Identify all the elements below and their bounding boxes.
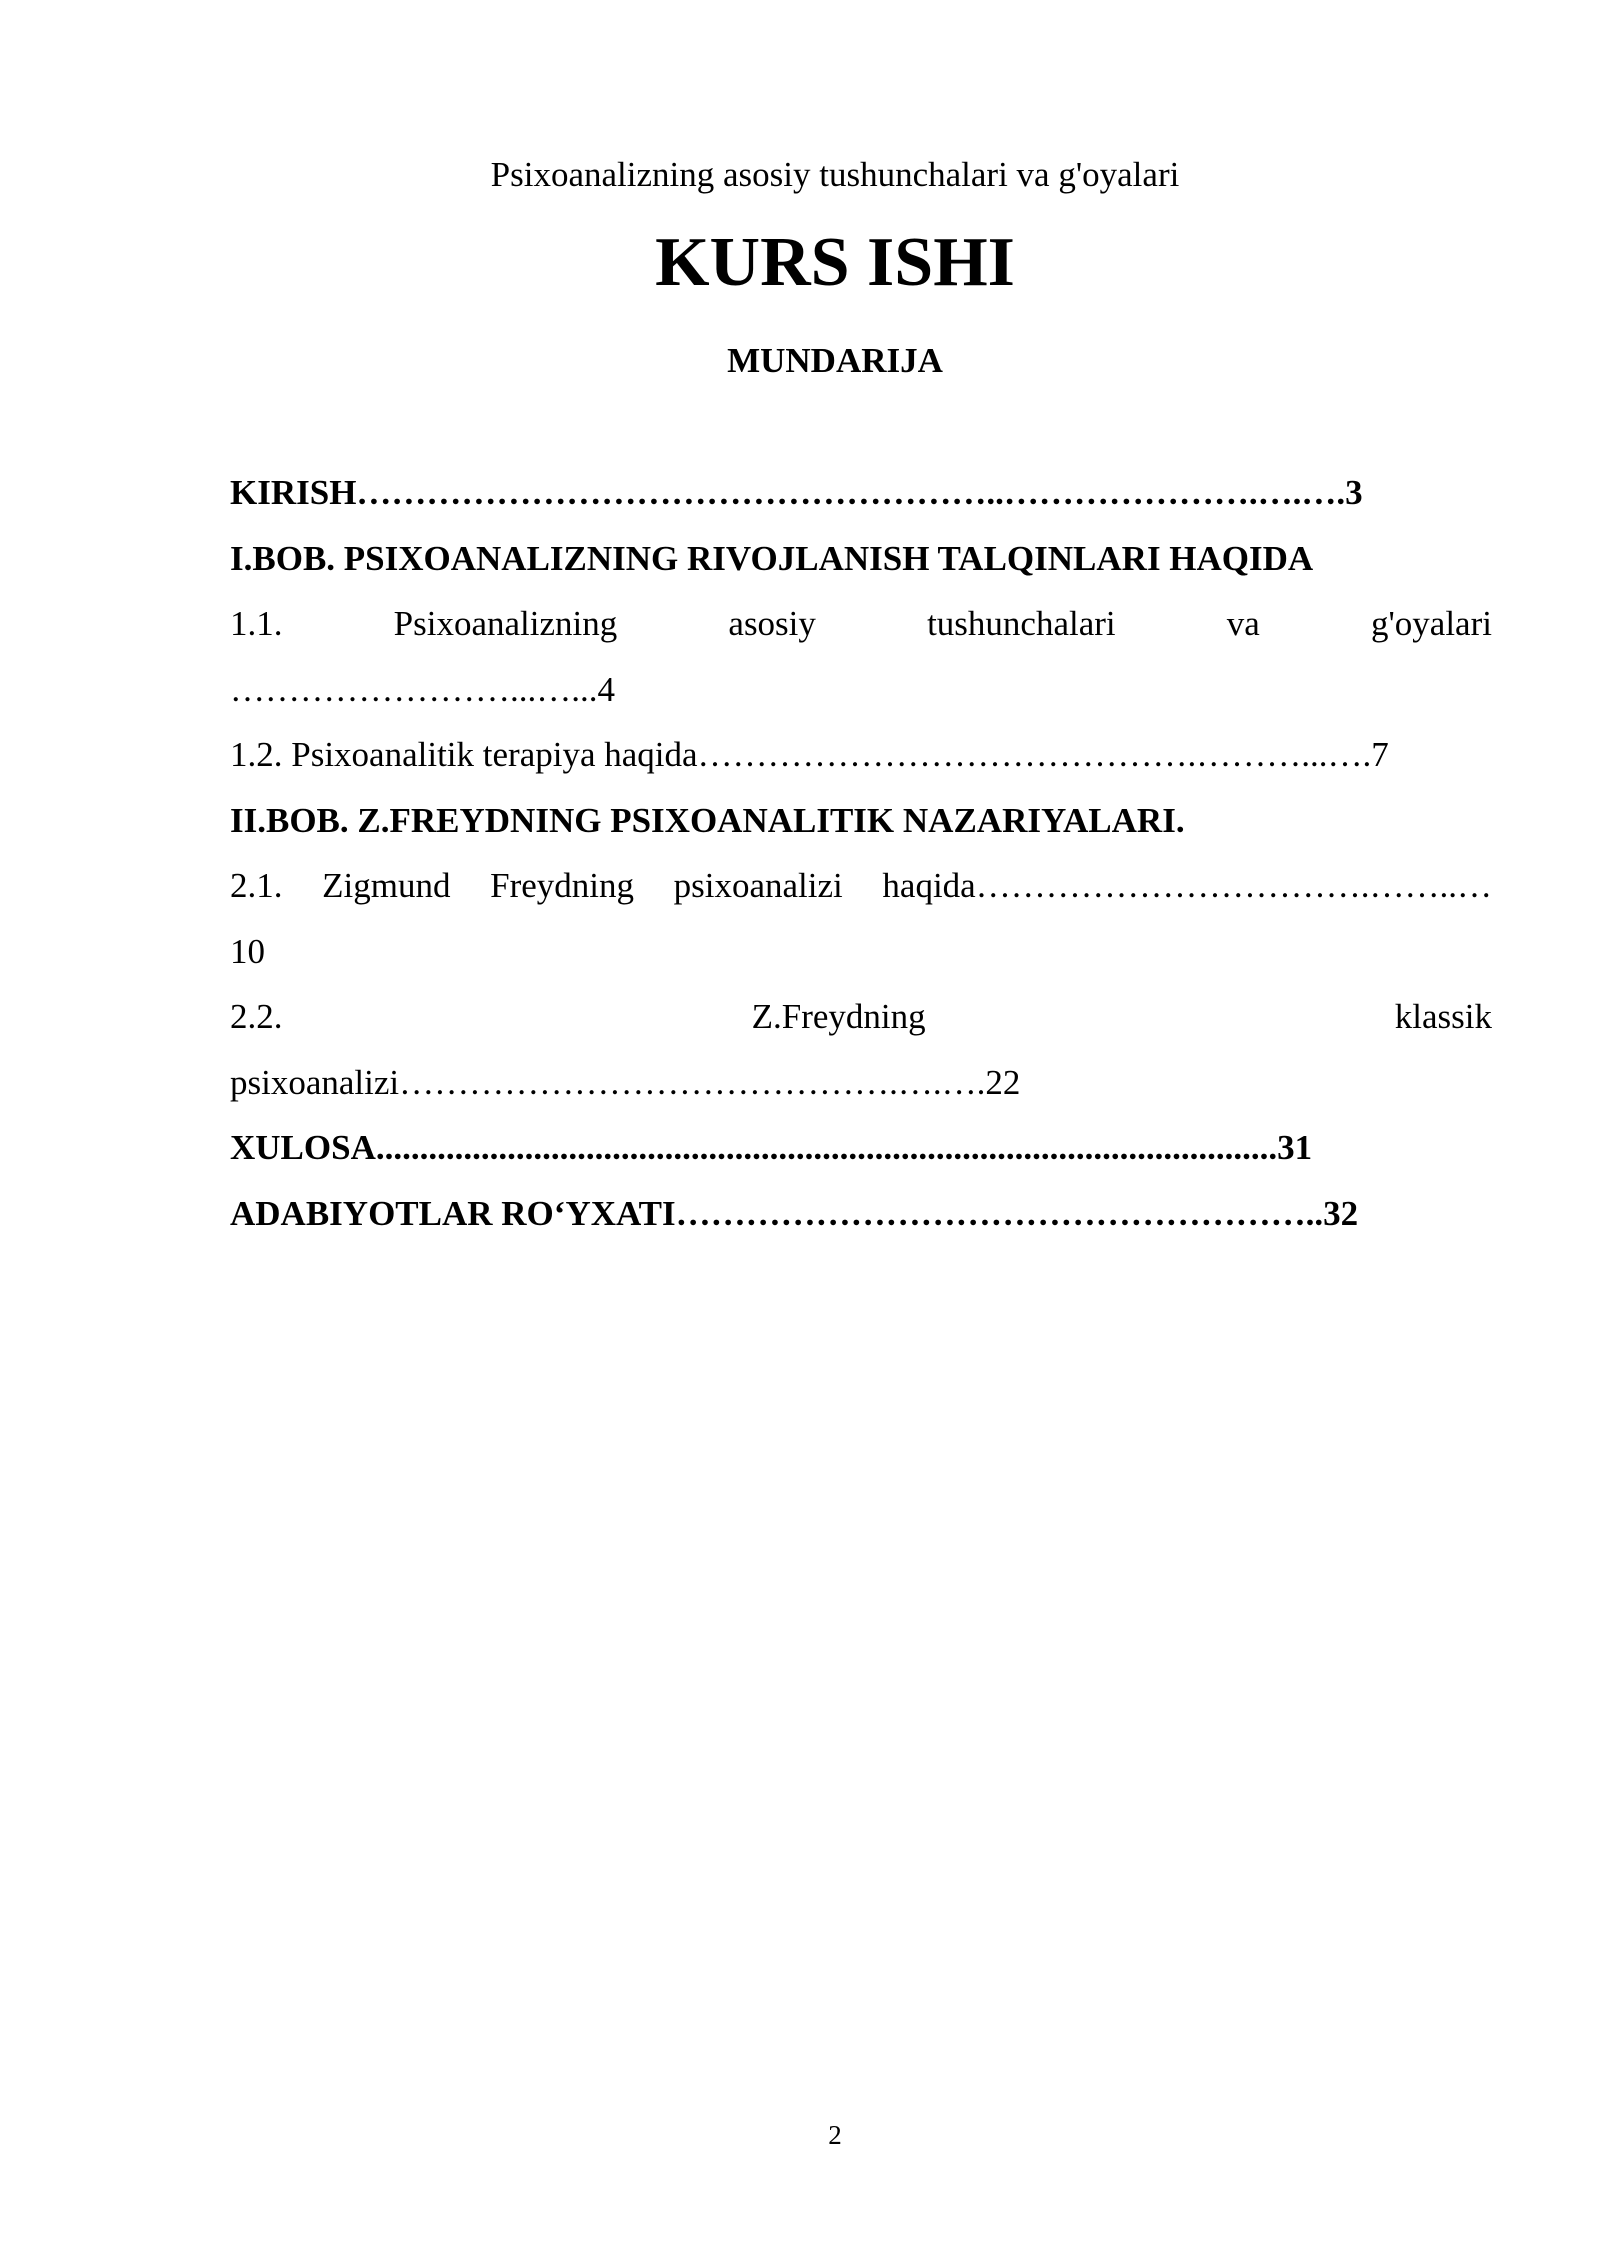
toc-entry-adabiyotlar: ADABIYOTLAR RO‘YXATI………………………………………………..32 — [230, 1193, 1359, 1233]
toc-word: g'oyalari — [1370, 604, 1492, 643]
toc-entry-2-1-page: 10 — [230, 931, 265, 971]
document-subtitle: Psixoanalizning asosiy tushunchalari va g'oyalari — [490, 155, 1180, 194]
toc-word: 2.1. — [230, 866, 283, 905]
toc-word: haqida…………………………….……..… — [882, 866, 1492, 905]
toc-entry-2-1 — [230, 853, 1492, 919]
toc-entry-1-1 — [230, 591, 1492, 657]
toc-word: psixoanalizi — [673, 866, 843, 905]
page-number: 2 — [828, 2120, 842, 2150]
table-of-contents — [230, 460, 1492, 1246]
toc-heading: MUNDARIJA — [727, 341, 943, 380]
toc-word: Freydning — [490, 866, 634, 905]
toc-entry-chapter-2: II.BOB. Z.FREYDNING PSIXOANALITIK NAZARIYALARI. — [230, 800, 1185, 840]
toc-word: Zigmund — [322, 866, 451, 905]
toc-entry-kirish: KIRISH………………………………………………..………………….….….3 — [230, 473, 1363, 512]
toc-word: asosiy — [728, 604, 816, 643]
toc-entry-xulosa: XULOSA.......................................................................................................31 — [230, 1128, 1313, 1167]
toc-word: klassik — [1394, 997, 1492, 1036]
toc-entry-1-1-page: ……………………...…...4 — [230, 669, 615, 709]
document-title: KURS ISHI — [655, 224, 1015, 301]
toc-word: 1.1. — [230, 604, 283, 643]
toc-word: tushunchalari — [927, 604, 1116, 643]
toc-word: Psixoanalizning — [393, 604, 618, 643]
toc-word: 2.2. — [230, 997, 283, 1036]
toc-entry-1-2: 1.2. Psixoanalitik terapiya haqida…………………………………….………...….7 — [230, 735, 1389, 774]
toc-word: va — [1226, 604, 1260, 643]
toc-entry-2-2 — [230, 984, 1492, 1050]
toc-entry-chapter-1: I.BOB. PSIXOANALIZNING RIVOJLANISH TALQINLARI HAQIDA — [230, 538, 1314, 578]
toc-word: Z.Freydning — [751, 997, 926, 1036]
toc-entry-2-2-page: psixoanalizi…………………………………….….….22 — [230, 1062, 1021, 1102]
